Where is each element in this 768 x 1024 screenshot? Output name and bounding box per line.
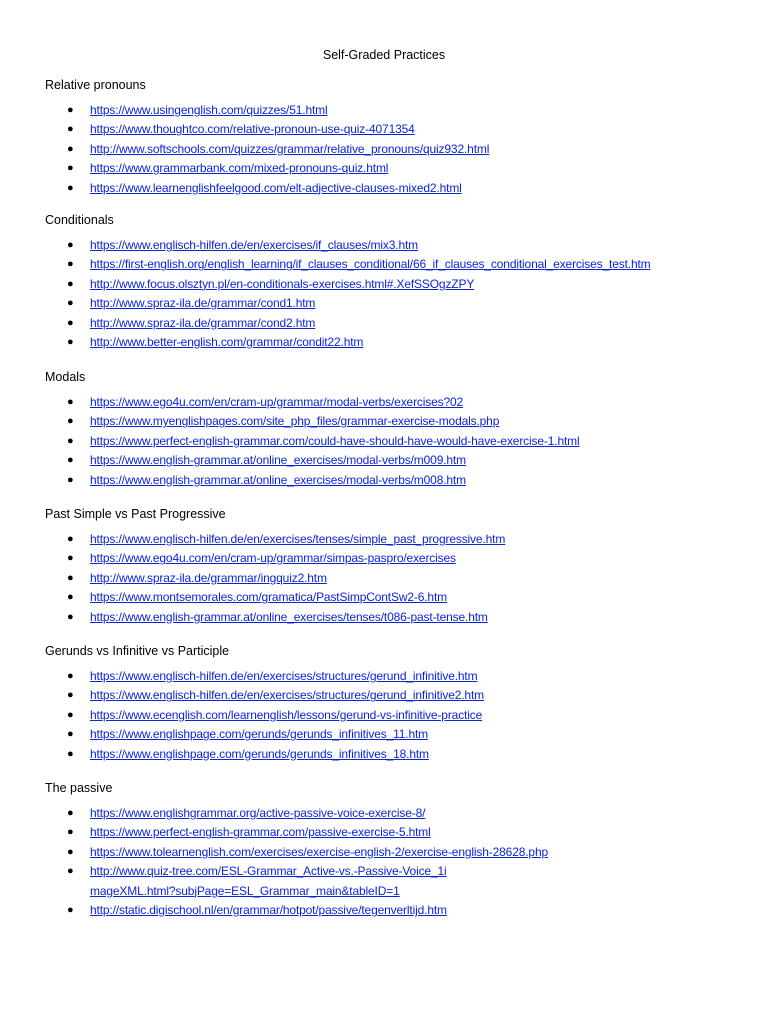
- link[interactable]: https://www.english-grammar.at/online_exercises/modal-verbs/m008.htm: [90, 472, 466, 487]
- link[interactable]: https://www.learnenglishfeelgood.com/elt-adjective-clauses-mixed2.html: [90, 180, 462, 195]
- list-item: [45, 901, 745, 920]
- link[interactable]: https://www.tolearnenglish.com/exercises/exercise-english-2/exercise-english-28628.php: [90, 844, 549, 859]
- bullet-icon: ●: [67, 552, 74, 565]
- section-gerunds-vs-infinitive: [45, 643, 745, 764]
- list-item: [45, 393, 745, 412]
- link[interactable]: https://www.perfect-english-grammar.com/passive-exercise-5.html: [90, 825, 431, 840]
- section-relative-pronouns: [45, 77, 745, 198]
- link[interactable]: https://www.englisch-hilfen.de/en/exercises/tenses/simple_past_progressive.htm: [90, 532, 506, 546]
- bullet-icon: ●: [67, 258, 74, 271]
- link[interactable]: https://www.englishpage.com/gerunds/gerunds_infinitives_18.htm: [90, 746, 429, 761]
- list-item: [45, 333, 745, 352]
- link[interactable]: http://www.spraz-ila.de/grammar/cond2.htm: [90, 315, 316, 330]
- section-conditionals: [45, 212, 745, 352]
- list-item: [45, 843, 745, 862]
- bullet-icon: ●: [67, 277, 74, 290]
- link[interactable]: https://www.thoughtco.com/relative-pronoun-use-quiz-4071354: [90, 122, 415, 137]
- list-item: [45, 451, 745, 470]
- link-list: [45, 101, 745, 198]
- section-heading: Conditionals: [45, 213, 114, 227]
- link-list: [45, 530, 745, 627]
- list-item: [45, 471, 745, 490]
- list-item: [45, 275, 745, 294]
- link[interactable]: https://www.perfect-english-grammar.com/could-have-should-have-would-have-exercise-1.html: [90, 433, 580, 448]
- list-item: [45, 706, 745, 725]
- section-the-passive: [45, 780, 745, 920]
- bullet-icon: ●: [67, 454, 74, 467]
- page-title: Self-Graded Practices: [322, 48, 446, 62]
- bullet-icon: ●: [67, 689, 74, 702]
- link-list: [45, 667, 745, 764]
- link[interactable]: https://www.englishgrammar.org/active-passive-voice-exercise-8/: [90, 806, 426, 820]
- bullet-icon: ●: [67, 533, 74, 545]
- link-list: [45, 804, 745, 920]
- bullet-icon: ●: [67, 316, 74, 329]
- link[interactable]: https://www.englisch-hilfen.de/en/exercises/structures/gerund_infinitive2.htm: [90, 688, 484, 703]
- section-heading: Gerunds vs Infinitive vs Participle: [45, 644, 230, 658]
- link[interactable]: https://www.usingenglish.com/quizzes/51.html: [90, 103, 328, 117]
- list-item: [45, 549, 745, 568]
- bullet-icon: ●: [67, 747, 74, 760]
- bullet-icon: ●: [67, 571, 74, 584]
- list-item: [45, 745, 745, 764]
- list-item: [45, 101, 745, 120]
- bullet-icon: ●: [67, 415, 74, 428]
- link[interactable]: http://static.digischool.nl/en/grammar/hotpot/passive/tegenverltijd.htm: [90, 903, 447, 918]
- list-item: [45, 667, 745, 686]
- bullet-icon: ●: [67, 708, 74, 721]
- link[interactable]: https://www.english-grammar.at/online_exercises/tenses/t086-past-tense.htm: [90, 609, 488, 624]
- section-heading: Modals: [45, 370, 86, 384]
- list-item: [45, 120, 745, 139]
- link[interactable]: https://www.grammarbank.com/mixed-pronouns-quiz.html: [90, 161, 389, 176]
- section-heading: The passive: [45, 781, 113, 795]
- link[interactable]: http://www.focus.olsztyn.pl/en-conditionals-exercises.html#.XefSSOgzZPY: [90, 276, 475, 291]
- link[interactable]: http://www.quiz-tree.com/ESL-Grammar_Active-vs.-Passive-Voice_1imageXML.html?subjPage=ESL_Grammar_main&tableID=1: [90, 864, 447, 898]
- link[interactable]: https://www.montsemorales.com/gramatica/PastSimpContSw2-6.htm: [90, 590, 447, 605]
- bullet-icon: ●: [67, 826, 74, 839]
- link[interactable]: https://first-english.org/english_learning/if_clauses_conditional/66_if_clauses_conditional_exercises_test.htm: [90, 257, 651, 272]
- bullet-icon: ●: [67, 591, 74, 604]
- list-item: [45, 725, 745, 744]
- list-item: [45, 569, 745, 588]
- list-item: [45, 608, 745, 627]
- link[interactable]: http://www.spraz-ila.de/grammar/cond1.htm: [90, 296, 316, 311]
- bullet-icon: ●: [67, 104, 74, 116]
- link[interactable]: https://www.english-grammar.at/online_exercises/modal-verbs/m009.htm: [90, 453, 466, 468]
- link-list: [45, 393, 745, 490]
- link[interactable]: https://www.myenglishpages.com/site_php_files/grammar-exercise-modals.php: [90, 414, 500, 429]
- bullet-icon: ●: [67, 142, 74, 155]
- section-heading: Relative pronouns: [45, 78, 146, 92]
- list-item: [45, 823, 745, 842]
- section-heading: Past Simple vs Past Progressive: [45, 507, 226, 521]
- list-item: [45, 530, 745, 549]
- bullet-icon: ●: [67, 434, 74, 447]
- list-item: [45, 412, 745, 431]
- list-item: [45, 140, 745, 159]
- list-item: [45, 236, 745, 255]
- bullet-icon: ●: [67, 123, 74, 136]
- bullet-icon: ●: [67, 904, 74, 917]
- link[interactable]: https://www.englisch-hilfen.de/en/exercises/structures/gerund_infinitive.htm: [90, 669, 478, 683]
- bullet-icon: ●: [67, 865, 74, 878]
- bullet-icon: ●: [67, 239, 74, 251]
- bullet-icon: ●: [67, 807, 74, 819]
- link[interactable]: https://www.englisch-hilfen.de/en/exercises/if_clauses/mix3.htm: [90, 238, 419, 252]
- bullet-icon: ●: [67, 181, 74, 194]
- list-item: [45, 255, 745, 274]
- bullet-icon: ●: [67, 610, 74, 623]
- list-item: [45, 179, 745, 198]
- link-list: [45, 236, 745, 352]
- link[interactable]: https://www.englishpage.com/gerunds/gerunds_infinitives_11.htm: [90, 727, 429, 742]
- bullet-icon: ●: [67, 297, 74, 310]
- list-item: [45, 314, 745, 333]
- list-item: [45, 686, 745, 705]
- list-item: [45, 804, 745, 823]
- bullet-icon: ●: [67, 336, 74, 349]
- list-item: [45, 862, 450, 901]
- link[interactable]: https://www.ecenglish.com/learnenglish/lessons/gerund-vs-infinitive-practice: [90, 707, 483, 722]
- bullet-icon: ●: [67, 670, 74, 682]
- bullet-icon: ●: [67, 473, 74, 486]
- list-item: [45, 159, 745, 178]
- link[interactable]: http://www.better-english.com/grammar/condit22.htm: [90, 335, 364, 350]
- bullet-icon: ●: [67, 728, 74, 741]
- link[interactable]: http://www.softschools.com/quizzes/grammar/relative_pronouns/quiz932.html: [90, 141, 490, 156]
- bullet-icon: ●: [67, 162, 74, 175]
- section-modals: [45, 369, 745, 490]
- list-item: [45, 588, 745, 607]
- link[interactable]: https://www.ego4u.com/en/cram-up/grammar/simpas-paspro/exercises: [90, 551, 456, 566]
- link[interactable]: http://www.spraz-ila.de/grammar/ingquiz2.htm: [90, 570, 327, 585]
- list-item: [45, 432, 745, 451]
- list-item: [45, 294, 745, 313]
- bullet-icon: ●: [67, 396, 74, 408]
- bullet-icon: ●: [67, 845, 74, 858]
- link[interactable]: https://www.ego4u.com/en/cram-up/grammar/modal-verbs/exercises?02: [90, 395, 464, 409]
- section-past-simple-vs-past-progressive: [45, 506, 745, 627]
